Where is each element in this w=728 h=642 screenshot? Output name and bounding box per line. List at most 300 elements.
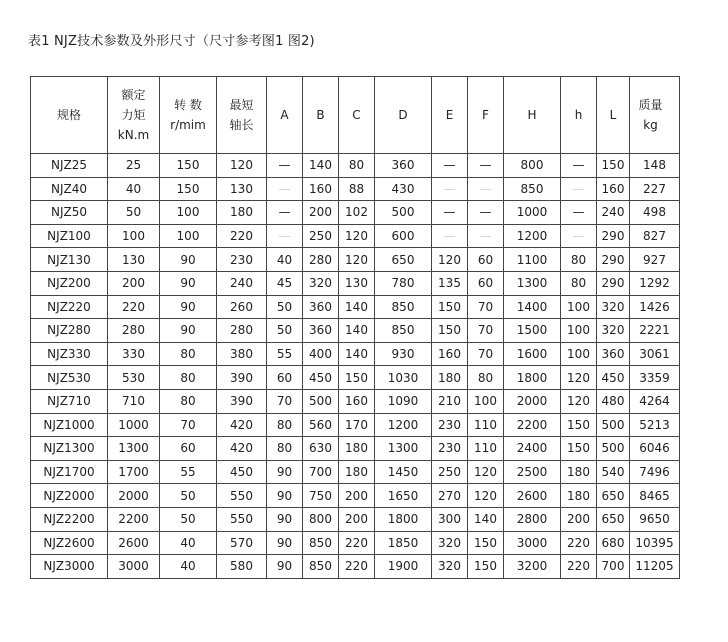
table-cell-min_shaft: 390 [217, 366, 267, 390]
header-line: C [352, 108, 361, 122]
table-cell-mass: 1426 [630, 295, 680, 319]
header-line: 轴长 [229, 118, 254, 132]
table-cell-H: 2800 [504, 507, 561, 531]
table-cell-F: 70 [468, 342, 504, 366]
table-cell-torque: 280 [108, 319, 160, 343]
table-row [31, 531, 680, 555]
table-cell-D: 1850 [375, 531, 432, 555]
table-cell-min_shaft: 420 [217, 413, 267, 437]
table-cell-mass: 9650 [630, 507, 680, 531]
table-row [31, 271, 680, 295]
table-cell-B: 850 [303, 531, 339, 555]
table-cell-B: 360 [303, 319, 339, 343]
table-cell-F: 80 [468, 366, 504, 390]
table-cell-speed: 100 [160, 224, 217, 248]
header-line: h [574, 108, 583, 122]
table-cell-h: 150 [561, 413, 597, 437]
table-cell-C: 180 [339, 460, 375, 484]
table-cell-mass: 10395 [630, 531, 680, 555]
table-cell-torque: 2000 [108, 484, 160, 508]
table-cell-E: 300 [432, 507, 468, 531]
table-cell-torque: 3000 [108, 555, 160, 579]
header-line: F [482, 108, 489, 122]
table-cell-H: 2500 [504, 460, 561, 484]
table-cell-mass: 227 [630, 177, 680, 201]
table-cell-mass: 7496 [630, 460, 680, 484]
table-cell-h: 200 [561, 507, 597, 531]
table-cell-L: 290 [597, 271, 630, 295]
table-cell-D: 1450 [375, 460, 432, 484]
table-cell-B: 750 [303, 484, 339, 508]
table-cell-E: 135 [432, 271, 468, 295]
table-cell-F: 70 [468, 295, 504, 319]
table-cell-min_shaft: 130 [217, 177, 267, 201]
table-cell-C: 200 [339, 507, 375, 531]
table-cell-L: 150 [597, 154, 630, 178]
table-cell-A: — [267, 224, 303, 248]
table-cell-B: 160 [303, 177, 339, 201]
table-cell-speed: 60 [160, 437, 217, 461]
table-cell-min_shaft: 390 [217, 389, 267, 413]
column-header-E [432, 77, 468, 154]
table-cell-E: — [432, 224, 468, 248]
table-cell-model: NJZ100 [31, 224, 108, 248]
table-row [31, 224, 680, 248]
table-cell-F: 150 [468, 531, 504, 555]
header-line: 最短 [229, 98, 254, 112]
table-cell-min_shaft: 550 [217, 507, 267, 531]
table-cell-B: 140 [303, 154, 339, 178]
table-cell-D: 850 [375, 319, 432, 343]
table-cell-D: 1090 [375, 389, 432, 413]
table-cell-mass: 148 [630, 154, 680, 178]
table-cell-L: 360 [597, 342, 630, 366]
table-cell-min_shaft: 220 [217, 224, 267, 248]
table-cell-min_shaft: 570 [217, 531, 267, 555]
table-cell-A: — [267, 201, 303, 225]
table-cell-mass: 5213 [630, 413, 680, 437]
table-cell-h: 180 [561, 484, 597, 508]
table-cell-F: — [468, 177, 504, 201]
column-header-mass [630, 77, 680, 154]
table-cell-speed: 80 [160, 389, 217, 413]
table-cell-F: 140 [468, 507, 504, 531]
table-cell-C: 160 [339, 389, 375, 413]
table-cell-C: 120 [339, 248, 375, 272]
table-cell-E: 230 [432, 413, 468, 437]
table-cell-L: 540 [597, 460, 630, 484]
table-cell-H: 1500 [504, 319, 561, 343]
table-cell-min_shaft: 280 [217, 319, 267, 343]
table-cell-F: 110 [468, 437, 504, 461]
table-cell-L: 500 [597, 413, 630, 437]
table-cell-B: 280 [303, 248, 339, 272]
table-cell-E: 320 [432, 531, 468, 555]
table-cell-speed: 90 [160, 248, 217, 272]
table-row [31, 154, 680, 178]
column-header-H [504, 77, 561, 154]
table-cell-A: 55 [267, 342, 303, 366]
table-cell-B: 630 [303, 437, 339, 461]
table-cell-h: 80 [561, 248, 597, 272]
column-header-torque [108, 77, 160, 154]
table-cell-C: 140 [339, 319, 375, 343]
table-cell-mass: 11205 [630, 555, 680, 579]
header-line: 转 数 [174, 98, 202, 112]
table-cell-model: NJZ3000 [31, 555, 108, 579]
table-cell-model: NJZ710 [31, 389, 108, 413]
table-cell-C: 180 [339, 437, 375, 461]
table-cell-A: 70 [267, 389, 303, 413]
table-row [31, 437, 680, 461]
table-row [31, 295, 680, 319]
header-line: 额定 [121, 88, 146, 102]
table-row [31, 248, 680, 272]
table-cell-A: 50 [267, 295, 303, 319]
table-cell-C: 140 [339, 342, 375, 366]
header-line: 质量 [638, 98, 663, 112]
table-cell-torque: 40 [108, 177, 160, 201]
table-cell-E: 150 [432, 319, 468, 343]
table-cell-C: 170 [339, 413, 375, 437]
table-cell-torque: 2200 [108, 507, 160, 531]
table-cell-torque: 50 [108, 201, 160, 225]
table-cell-C: 120 [339, 224, 375, 248]
table-cell-mass: 498 [630, 201, 680, 225]
table-cell-B: 560 [303, 413, 339, 437]
table-cell-mass: 4264 [630, 389, 680, 413]
column-header-F [468, 77, 504, 154]
table-cell-H: 2600 [504, 484, 561, 508]
column-header-C [339, 77, 375, 154]
table-cell-speed: 40 [160, 531, 217, 555]
table-cell-model: NJZ1000 [31, 413, 108, 437]
table-caption: 表1 NJZ技术参数及外形尺寸（尺寸参考图1 图2) [28, 34, 315, 49]
table-cell-H: 1100 [504, 248, 561, 272]
table-cell-min_shaft: 120 [217, 154, 267, 178]
table-cell-D: 1800 [375, 507, 432, 531]
table-cell-torque: 200 [108, 271, 160, 295]
table-cell-mass: 1292 [630, 271, 680, 295]
table-row [31, 555, 680, 579]
table-cell-C: 140 [339, 295, 375, 319]
table-cell-C: 130 [339, 271, 375, 295]
table-cell-h: 180 [561, 460, 597, 484]
table-cell-model: NJZ280 [31, 319, 108, 343]
table-cell-L: 480 [597, 389, 630, 413]
table-cell-model: NJZ2200 [31, 507, 108, 531]
table-cell-speed: 55 [160, 460, 217, 484]
table-cell-min_shaft: 240 [217, 271, 267, 295]
table-cell-torque: 710 [108, 389, 160, 413]
header-line: B [316, 108, 325, 122]
table-cell-A: 90 [267, 507, 303, 531]
table-cell-h: 100 [561, 342, 597, 366]
column-header-A [267, 77, 303, 154]
table-cell-speed: 70 [160, 413, 217, 437]
table-cell-mass: 827 [630, 224, 680, 248]
table-cell-B: 450 [303, 366, 339, 390]
table-cell-E: 210 [432, 389, 468, 413]
table-cell-model: NJZ220 [31, 295, 108, 319]
table-cell-E: — [432, 201, 468, 225]
table-cell-H: 1800 [504, 366, 561, 390]
table-row [31, 413, 680, 437]
table-cell-F: 100 [468, 389, 504, 413]
table-cell-torque: 1700 [108, 460, 160, 484]
table-cell-H: 1600 [504, 342, 561, 366]
header-line: D [398, 108, 408, 122]
table-cell-speed: 40 [160, 555, 217, 579]
table-cell-F: 60 [468, 271, 504, 295]
table-cell-L: 450 [597, 366, 630, 390]
table-cell-model: NJZ1700 [31, 460, 108, 484]
table-cell-D: 600 [375, 224, 432, 248]
table-row [31, 460, 680, 484]
table-cell-h: 220 [561, 531, 597, 555]
table-cell-A: 80 [267, 413, 303, 437]
table-cell-F: 150 [468, 555, 504, 579]
table-cell-A: 90 [267, 460, 303, 484]
table-cell-C: 150 [339, 366, 375, 390]
column-header-model [31, 77, 108, 154]
table-cell-B: 320 [303, 271, 339, 295]
table-cell-C: 220 [339, 531, 375, 555]
table-cell-F: — [468, 201, 504, 225]
table-cell-H: 2200 [504, 413, 561, 437]
table-cell-L: 680 [597, 531, 630, 555]
table-body [31, 154, 680, 579]
table-cell-B: 400 [303, 342, 339, 366]
table-cell-mass: 6046 [630, 437, 680, 461]
table-cell-model: NJZ50 [31, 201, 108, 225]
table-cell-H: 2400 [504, 437, 561, 461]
table-cell-F: 120 [468, 460, 504, 484]
table-cell-L: 290 [597, 248, 630, 272]
table-cell-H: 1300 [504, 271, 561, 295]
table-cell-h: 80 [561, 271, 597, 295]
table-cell-min_shaft: 180 [217, 201, 267, 225]
table-cell-D: 650 [375, 248, 432, 272]
table-cell-C: 220 [339, 555, 375, 579]
table-cell-h: 100 [561, 319, 597, 343]
table-cell-A: 90 [267, 484, 303, 508]
table-row [31, 177, 680, 201]
table-row [31, 389, 680, 413]
table-cell-A: 45 [267, 271, 303, 295]
table-cell-mass: 3359 [630, 366, 680, 390]
table-cell-speed: 100 [160, 201, 217, 225]
table-cell-H: 2000 [504, 389, 561, 413]
table-cell-E: 230 [432, 437, 468, 461]
table-cell-B: 360 [303, 295, 339, 319]
table-cell-A: 60 [267, 366, 303, 390]
table-cell-mass: 8465 [630, 484, 680, 508]
table-cell-A: 90 [267, 531, 303, 555]
table-cell-model: NJZ40 [31, 177, 108, 201]
table-cell-mass: 2221 [630, 319, 680, 343]
table-cell-model: NJZ200 [31, 271, 108, 295]
table-cell-F: 110 [468, 413, 504, 437]
table-cell-min_shaft: 230 [217, 248, 267, 272]
table-cell-speed: 50 [160, 484, 217, 508]
table-cell-H: 3200 [504, 555, 561, 579]
table-cell-model: NJZ2000 [31, 484, 108, 508]
table-cell-E: 320 [432, 555, 468, 579]
table-cell-H: 3000 [504, 531, 561, 555]
table-cell-C: 200 [339, 484, 375, 508]
table-cell-speed: 150 [160, 177, 217, 201]
table-cell-D: 930 [375, 342, 432, 366]
table-cell-D: 1650 [375, 484, 432, 508]
column-header-L [597, 77, 630, 154]
table-cell-model: NJZ330 [31, 342, 108, 366]
table-row [31, 342, 680, 366]
table-cell-E: 120 [432, 248, 468, 272]
table-cell-h: 220 [561, 555, 597, 579]
table-cell-E: 160 [432, 342, 468, 366]
table-cell-F: — [468, 154, 504, 178]
table-cell-h: 150 [561, 437, 597, 461]
table-cell-mass: 3061 [630, 342, 680, 366]
header-line: E [445, 108, 454, 122]
table-cell-h: — [561, 224, 597, 248]
table-cell-A: 80 [267, 437, 303, 461]
table-cell-F: 60 [468, 248, 504, 272]
table-cell-L: 700 [597, 555, 630, 579]
table-cell-B: 700 [303, 460, 339, 484]
table-cell-H: 1200 [504, 224, 561, 248]
table-cell-model: NJZ1300 [31, 437, 108, 461]
table-cell-L: 240 [597, 201, 630, 225]
table-cell-D: 500 [375, 201, 432, 225]
header-line: kg [643, 118, 658, 132]
table-cell-model: NJZ2600 [31, 531, 108, 555]
table-cell-C: 102 [339, 201, 375, 225]
table-cell-L: 320 [597, 295, 630, 319]
table-cell-E: — [432, 154, 468, 178]
table-cell-B: 500 [303, 389, 339, 413]
table-row [31, 319, 680, 343]
table-cell-min_shaft: 580 [217, 555, 267, 579]
table-cell-B: 800 [303, 507, 339, 531]
table-cell-H: 850 [504, 177, 561, 201]
table-cell-D: 850 [375, 295, 432, 319]
table-cell-speed: 80 [160, 342, 217, 366]
table-cell-A: 50 [267, 319, 303, 343]
table-cell-C: 88 [339, 177, 375, 201]
table-cell-L: 160 [597, 177, 630, 201]
table-cell-F: 70 [468, 319, 504, 343]
table-cell-min_shaft: 420 [217, 437, 267, 461]
table-cell-model: NJZ530 [31, 366, 108, 390]
table-cell-speed: 50 [160, 507, 217, 531]
table-cell-E: 150 [432, 295, 468, 319]
table-cell-D: 360 [375, 154, 432, 178]
table-cell-H: 800 [504, 154, 561, 178]
header-line: r/mim [170, 118, 206, 132]
table-cell-torque: 530 [108, 366, 160, 390]
table-cell-D: 1200 [375, 413, 432, 437]
column-header-speed [160, 77, 217, 154]
table-cell-h: — [561, 201, 597, 225]
table-cell-D: 1030 [375, 366, 432, 390]
table-cell-E: 180 [432, 366, 468, 390]
column-header-B [303, 77, 339, 154]
table-cell-L: 650 [597, 484, 630, 508]
table-cell-D: 1300 [375, 437, 432, 461]
table-cell-torque: 130 [108, 248, 160, 272]
table-cell-speed: 90 [160, 319, 217, 343]
table-cell-A: — [267, 154, 303, 178]
table-row [31, 484, 680, 508]
table-cell-D: 430 [375, 177, 432, 201]
table-cell-torque: 220 [108, 295, 160, 319]
table-cell-speed: 90 [160, 271, 217, 295]
column-header-D [375, 77, 432, 154]
table-cell-torque: 1000 [108, 413, 160, 437]
header-line: L [609, 108, 617, 122]
table-cell-E: — [432, 177, 468, 201]
header-line: 规格 [56, 108, 81, 122]
header-line: A [280, 108, 289, 122]
table-cell-A: 90 [267, 555, 303, 579]
table-cell-model: NJZ25 [31, 154, 108, 178]
header-line: kN.m [117, 128, 150, 142]
table-cell-L: 290 [597, 224, 630, 248]
table-row [31, 201, 680, 225]
table-cell-min_shaft: 450 [217, 460, 267, 484]
table-cell-speed: 80 [160, 366, 217, 390]
table-cell-B: 250 [303, 224, 339, 248]
table-cell-min_shaft: 380 [217, 342, 267, 366]
table-cell-h: — [561, 177, 597, 201]
table-cell-h: 120 [561, 366, 597, 390]
table-cell-torque: 1300 [108, 437, 160, 461]
table-cell-h: 100 [561, 295, 597, 319]
table-cell-L: 650 [597, 507, 630, 531]
table-cell-torque: 25 [108, 154, 160, 178]
header-line: H [527, 108, 537, 122]
table-cell-torque: 100 [108, 224, 160, 248]
table-cell-D: 780 [375, 271, 432, 295]
table-row [31, 366, 680, 390]
table-cell-h: — [561, 154, 597, 178]
table-cell-F: 120 [468, 484, 504, 508]
table-cell-B: 200 [303, 201, 339, 225]
table-cell-B: 850 [303, 555, 339, 579]
table-row [31, 507, 680, 531]
table-cell-H: 1000 [504, 201, 561, 225]
table-cell-L: 320 [597, 319, 630, 343]
table-cell-C: 80 [339, 154, 375, 178]
table-cell-E: 250 [432, 460, 468, 484]
table-cell-speed: 90 [160, 295, 217, 319]
table-cell-mass: 927 [630, 248, 680, 272]
header-line: 力矩 [121, 108, 146, 122]
column-header-min_shaft [217, 77, 267, 154]
table-cell-min_shaft: 550 [217, 484, 267, 508]
table-cell-torque: 330 [108, 342, 160, 366]
table-cell-model: NJZ130 [31, 248, 108, 272]
table-cell-F: — [468, 224, 504, 248]
header-row [31, 77, 680, 154]
table-cell-H: 1400 [504, 295, 561, 319]
table-cell-torque: 2600 [108, 531, 160, 555]
table-cell-min_shaft: 260 [217, 295, 267, 319]
table-cell-speed: 150 [160, 154, 217, 178]
table-cell-L: 500 [597, 437, 630, 461]
